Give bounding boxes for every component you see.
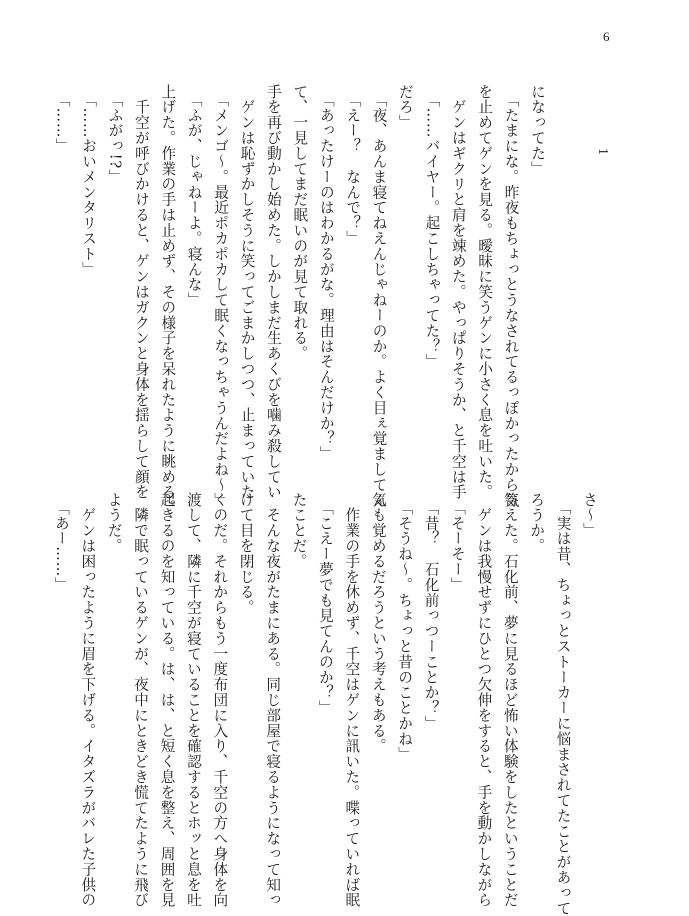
page-number: 6 <box>603 29 610 44</box>
text-line: 渡して、隣に千空が寝ていることを確認するとホッと息を吐 <box>184 492 202 908</box>
text-line: 「えー？ なんで？」 <box>344 84 362 247</box>
text-line: ゲンは困ったように眉を下げる。イタズラがバレた子供の <box>79 492 97 908</box>
text-line: 「あー……」 <box>52 492 70 593</box>
text-line: 「……おいメンタリスト」 <box>80 84 98 277</box>
chapter-number: 1 <box>595 148 610 155</box>
text-line: さ〜」 <box>581 492 598 539</box>
text-line: 「……バイヤー。起こしちゃってた？」 <box>423 84 441 370</box>
text-line: 隣で眠っているゲンが、夜中にときどき慌てたように飛び <box>132 492 150 908</box>
text-line: 手を再び動かし始めた。しかしまだ生あくびを噛み殺してい <box>264 84 282 500</box>
text-line: ゲンは恥ずかしそうに笑ってごまかしつつ、止まっていた <box>238 84 256 500</box>
text-line: そんな夜がたまにある。同じ部屋で寝るようになって知っ <box>264 492 282 908</box>
text-line: ろうか。 <box>528 492 546 554</box>
text-line: 気も覚めるだろうという考えもある。 <box>369 492 387 754</box>
text-line: て、一見してまだ眠いのが見て取れる。 <box>291 84 309 362</box>
text-line: を止めてゲンを見る。曖昧に笑うゲンに小さく息を吐いた。 <box>476 84 494 500</box>
text-line: 「……」 <box>53 84 71 154</box>
text-line: 「昔？ 石化前っつーことか？」 <box>422 492 440 732</box>
text-line: 「メンゴ〜。最近ポカポカして眠くなっちゃうんだよね〜」 <box>212 84 230 508</box>
text-line: 「ふが、じゃねーよ。寝んな」 <box>185 84 203 308</box>
text-line: たことだ。 <box>290 492 308 569</box>
text-line: 起きるのを知っている。は、は、と短く息を整え、周囲を見 <box>158 492 176 908</box>
text-line: 「そうね〜。ちょっと昔のことかね」 <box>396 492 414 762</box>
text-line: くのだ。それからもう一度布団に入り、千空の方へ身体を向 <box>211 492 229 908</box>
text-line: ゲンはギクリと肩を竦めた。やっぱりそうか、と千空は手 <box>449 84 467 500</box>
text-line: 「夜、あんま寝てねえんじゃねーのか。よく目ぇ覚ましてん <box>370 84 388 508</box>
text-line: 答えた。石化前、夢に見るほど怖い体験をしたということだ <box>501 492 519 908</box>
text-line: けて目を閉じる。 <box>237 492 255 616</box>
text-line: だろ」 <box>396 84 414 131</box>
text-line: 「ふがっ!?」 <box>106 84 124 185</box>
text-line: 「実は昔、ちょっとストーカーに悩まされてたことがあって <box>554 492 572 916</box>
text-line: 千空が呼びかけると、ゲンはガクンと身体を揺らして顔を <box>132 84 150 500</box>
text-line: 「あったけーのはわかるがな。理由はそんだけか？」 <box>317 84 335 462</box>
text-block-top <box>53 84 550 516</box>
text-line: 「こえー夢でも見てんのか？」 <box>316 492 334 716</box>
text-line: ゲンは我慢せずにひとつ欠伸をすると、手を動かしながら <box>475 492 493 908</box>
text-line: 「たまにな。昨夜もちょっとうなされてるっぽかったから気 <box>502 84 520 508</box>
text-block-bottom <box>52 492 602 916</box>
text-line: ようだ。 <box>105 492 123 554</box>
text-line: 「そーそー」 <box>448 492 466 593</box>
text-line: になってた」 <box>529 84 546 177</box>
text-line: 作業の手を休めず、千空はゲンに訊いた。喋っていれば眠 <box>343 492 361 908</box>
text-line: 上げた。作業の手は止めず、その様子を呆れたように眺める。 <box>159 84 177 516</box>
